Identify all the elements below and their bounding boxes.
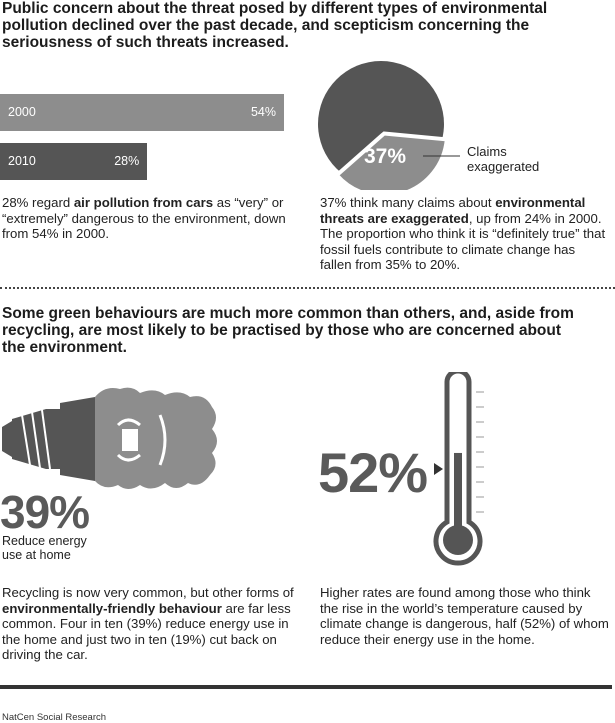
bar-2010 (0, 143, 147, 180)
bar-year-label: 2000 (8, 105, 36, 119)
bar-year-label: 2010 (8, 154, 36, 168)
section2-headline: Some green behaviours are much more common than others, and, aside from recycling, are most likely to be practised by those who are concerned about the environment. (2, 305, 574, 356)
dotted-divider (0, 287, 615, 289)
bottom-left-description: Recycling is now very common, but other forms of environmentally-friendly behaviour are far less common. Four in ten (39%) reduce energy use in the home and just two in ten (19%) cut back on driving the car. (2, 585, 294, 663)
bulb-caption: Reduce energy use at home (2, 534, 87, 562)
bar-2000 (0, 94, 284, 131)
thermometer-icon (430, 372, 500, 572)
bars-description: 28% regard air pollution from cars as “very” or “extremely” dangerous to the environment, down from 54% in 2000. (2, 195, 286, 242)
bar-value-label: 28% (114, 154, 140, 168)
bar-value-label: 54% (250, 105, 276, 119)
pie-callout-label: Claims exaggerated (467, 144, 540, 174)
footer-source: NatCen Social Research (2, 712, 107, 723)
pie-value-label: 37% (363, 145, 407, 168)
footer-rule (0, 685, 612, 689)
bulb-percentage: 39% (0, 486, 90, 538)
thermometer-bulb (443, 525, 473, 555)
section1-headline: Public concern about the threat posed by different types of environmental pollution declined over the past decade, and scepticism concerning the seriousness of such threats increased. (2, 0, 548, 51)
lightbulb-icon (0, 385, 225, 495)
pie-description: 37% think many claims about environmental threats are exaggerated, up from 24% in 2000. The proportion who think it is “definitely true” that fossil fuels contribute to climate change has fallen from 35% to 20%. (320, 195, 606, 273)
thermometer-percentage: 52% (318, 441, 428, 504)
bottom-right-description: Higher rates are found among those who think the rise in the world’s temperature caused by climate change is dangerous, half (52%) of whom reduce their energy use in the home. (320, 585, 609, 647)
thermometer-fill (454, 453, 462, 532)
